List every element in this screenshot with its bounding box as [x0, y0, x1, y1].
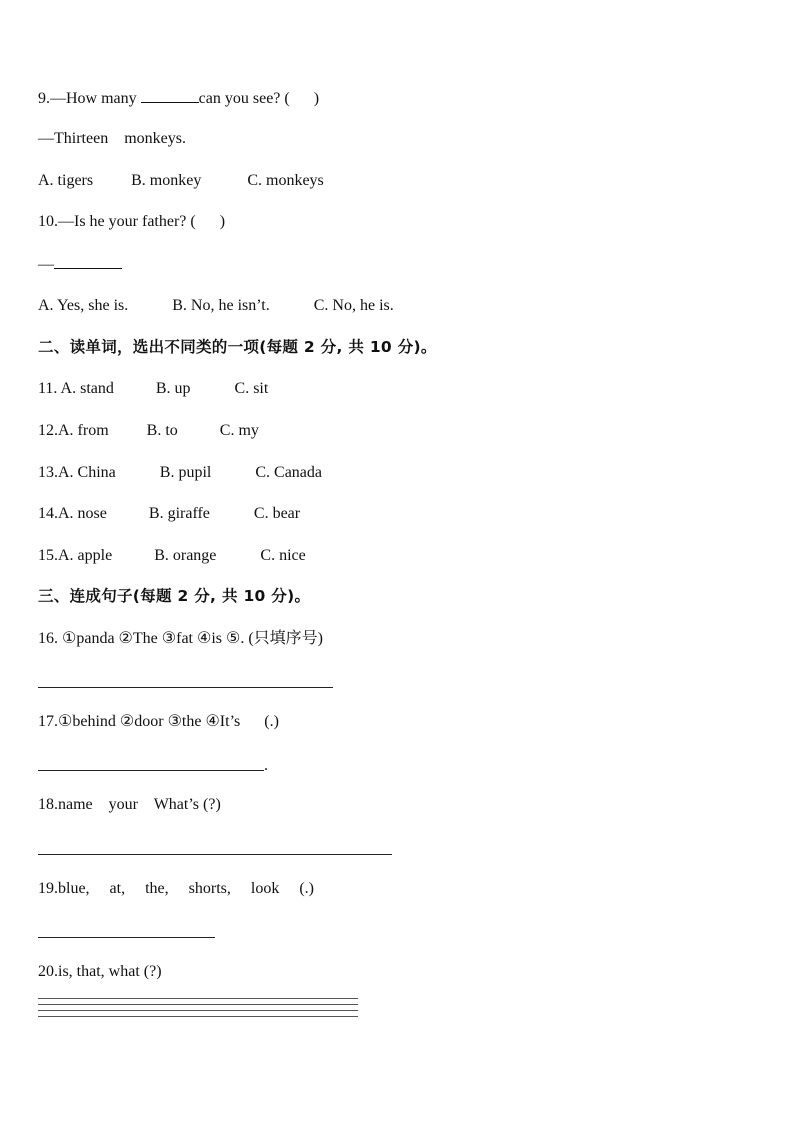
q10-question: 10.—Is he your father? ( ) — [38, 213, 226, 230]
q14-number: 14. — [38, 505, 58, 522]
q18-answer-line[interactable] — [38, 854, 392, 855]
q17-answer-period: . — [264, 757, 268, 774]
q9-prefix: 9.—How many — [38, 90, 141, 107]
q11 — [38, 379, 268, 399]
q10-option-b: B. No, he isn’t. — [172, 297, 270, 314]
q13-option-b: B. pupil — [159, 464, 212, 481]
q10-option-a: A. Yes, she is. — [38, 297, 129, 314]
q16-question: 16. ①panda ②The ③fat ④is ⑤. (只填序号) — [38, 630, 324, 647]
q12-option-a: A. from — [58, 422, 109, 439]
q11-option-b: B. up — [155, 380, 191, 397]
q11-option-a: A. stand — [60, 380, 114, 397]
q17-question: 17.①behind ②door ③the ④It’s (.) — [38, 713, 279, 730]
q15-option-b: B. orange — [154, 547, 217, 564]
q9-option-c: C. monkeys — [247, 172, 324, 189]
q19-answer-line[interactable] — [38, 937, 215, 938]
q10-blank — [54, 254, 122, 269]
writing-line — [38, 1004, 358, 1005]
writing-line — [38, 998, 358, 999]
q14-option-b: B. giraffe — [148, 505, 210, 522]
q14-option-a: A. nose — [58, 505, 107, 522]
q12-option-b: B. to — [146, 422, 178, 439]
q13-option-c: C. Canada — [255, 464, 322, 481]
q17-answer-line[interactable] — [38, 770, 264, 771]
q9-option-a: A. tigers — [38, 172, 94, 189]
q9-options — [38, 171, 324, 191]
q13-number: 13. — [38, 464, 58, 481]
q9-answer: —Thirteen monkeys. — [38, 130, 186, 147]
q15-number: 15. — [38, 547, 58, 564]
section-2-title: 二、读单词，选出不同类的一项(每题 2 分, 共 10 分)。 — [38, 338, 437, 356]
q20-question: 20.is, that, what (?) — [38, 963, 162, 980]
q18-question: 18.name your What’s (?) — [38, 796, 221, 813]
q15-option-c: C. nice — [260, 547, 306, 564]
q11-number: 11. — [38, 380, 61, 397]
q13 — [38, 463, 322, 483]
q10-options — [38, 296, 394, 316]
q9-option-b: B. monkey — [131, 172, 202, 189]
writing-line — [38, 1010, 358, 1011]
q14-option-c: C. bear — [253, 505, 301, 522]
q11-option-c: C. sit — [234, 380, 269, 397]
q15-option-a: A. apple — [58, 547, 113, 564]
q9-blank — [141, 88, 199, 103]
q12-number: 12. — [38, 422, 58, 439]
q12-option-c: C. my — [219, 422, 259, 439]
q9-question — [38, 88, 319, 109]
q10-dash: — — [38, 256, 54, 273]
q10-answer — [38, 254, 122, 275]
q15 — [38, 546, 306, 566]
q13-option-a: A. China — [58, 464, 116, 481]
q20-writing-lines[interactable] — [38, 998, 358, 1022]
q19-question: 19.blue, at, the, shorts, look (.) — [38, 880, 314, 897]
section-3-title: 三、连成句子(每题 2 分, 共 10 分)。 — [38, 587, 311, 605]
q9-suffix: can you see? ( ) — [198, 90, 320, 107]
writing-line — [38, 1016, 358, 1017]
q14 — [38, 504, 300, 524]
q16-answer-line[interactable] — [38, 687, 333, 688]
q10-option-c: C. No, he is. — [313, 297, 394, 314]
q12 — [38, 421, 259, 441]
